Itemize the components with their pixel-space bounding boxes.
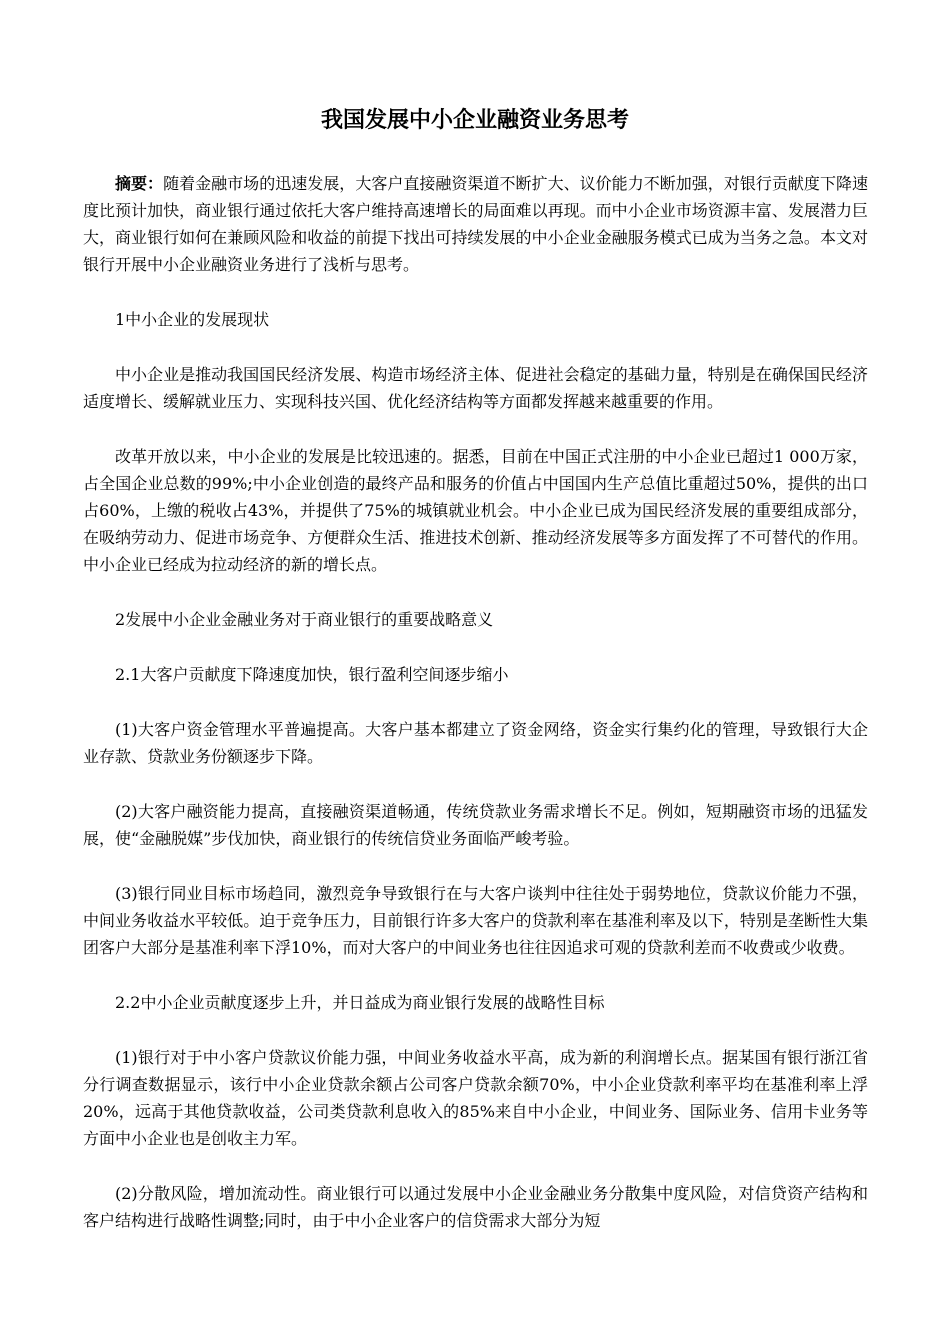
- section-1-paragraph-2: 改革开放以来，中小企业的发展是比较迅速的。据悉，目前在中国正式注册的中小企业已超过1 000万家，占全国企业总数的99%;中小企业创造的最终产品和服务的价值占中国国内生产总值比重超过50%，提供的出口占60%，上缴的税收占43%，并提供了75%的城镇就业机会。中小企业已成为国民经济发展的重要组成部分，在吸纳劳动力、促进市场竞争、方便群众生活、推进技术创新、推动经济发展等多方面发挥了不可替代的作用。中小企业已经成为拉动经济的新的增长点。: [83, 447, 868, 574]
- abstract-text: 随着金融市场的迅速发展，大客户直接融资渠道不断扩大、议价能力不断加强，对银行贡献度下降速度比预计加快，商业银行通过依托大客户维持高速增长的局面难以再现。而中小企业市场资源丰富、发展潜力巨大，商业银行如何在兼顾风险和收益的前提下找出可持续发展的中小企业金融服务模式已成为当务之急。本文对银行开展中小企业融资业务进行了浅析与思考。: [83, 174, 868, 274]
- section-2-2-item-2: (2)分散风险，增加流动性。商业银行可以通过发展中小企业金融业务分散集中度风险，对信贷资产结构和客户结构进行战略性调整;同时，由于中小企业客户的信贷需求大部分为短: [83, 1184, 868, 1230]
- section-2-1-heading: 2.1大客户贡献度下降速度加快，银行盈利空间逐步缩小: [115, 665, 509, 684]
- section-2-1-item-1: (1)大客户资金管理水平普遍提高。大客户基本都建立了资金网络，资金实行集约化的管理，导致银行大企业存款、贷款业务份额逐步下降。: [83, 720, 868, 766]
- section-1-heading: 1中小企业的发展现状: [115, 310, 270, 329]
- document-title: 我国发展中小企业融资业务思考: [320, 108, 629, 133]
- abstract-label: 摘要：: [115, 174, 164, 193]
- abstract-paragraph: [83, 170, 868, 278]
- section-2-1-item-2: (2)大客户融资能力提高，直接融资渠道畅通，传统贷款业务需求增长不足。例如，短期融资市场的迅猛发展，使“金融脱媒”步伐加快，商业银行的传统信贷业务面临严峻考验。: [83, 802, 868, 848]
- section-2-2-heading: 2.2中小企业贡献度逐步上升，并日益成为商业银行发展的战略性目标: [115, 993, 605, 1012]
- document-body: [83, 170, 868, 1262]
- section-2-1-item-3: (3)银行同业目标市场趋同，激烈竞争导致银行在与大客户谈判中往往处于弱势地位，贷款议价能力不强，中间业务收益水平较低。迫于竞争压力，目前银行许多大客户的贷款利率在基准利率及以下，特别是垄断性大集团客户大部分是基准利率下浮10%，而对大客户的中间业务也往往因追求可观的贷款利差而不收费或少收费。: [83, 884, 868, 957]
- section-2-heading: 2发展中小企业金融业务对于商业银行的重要战略意义: [115, 610, 494, 629]
- section-2-2-item-1: (1)银行对于中小客户贷款议价能力强，中间业务收益水平高，成为新的利润增长点。据某国有银行浙江省分行调查数据显示，该行中小企业贷款余额占公司客户贷款余额70%，中小企业贷款利率平均在基准利率上浮20%，远高于其他贷款收益，公司类贷款利息收入的85%来自中小企业，中间业务、国际业务、信用卡业务等方面中小企业也是创收主力军。: [83, 1048, 868, 1148]
- section-1-paragraph-1: 中小企业是推动我国国民经济发展、构造市场经济主体、促进社会稳定的基础力量，特别是在确保国民经济适度增长、缓解就业压力、实现科技兴国、优化经济结构等方面都发挥越来越重要的作用。: [83, 365, 868, 411]
